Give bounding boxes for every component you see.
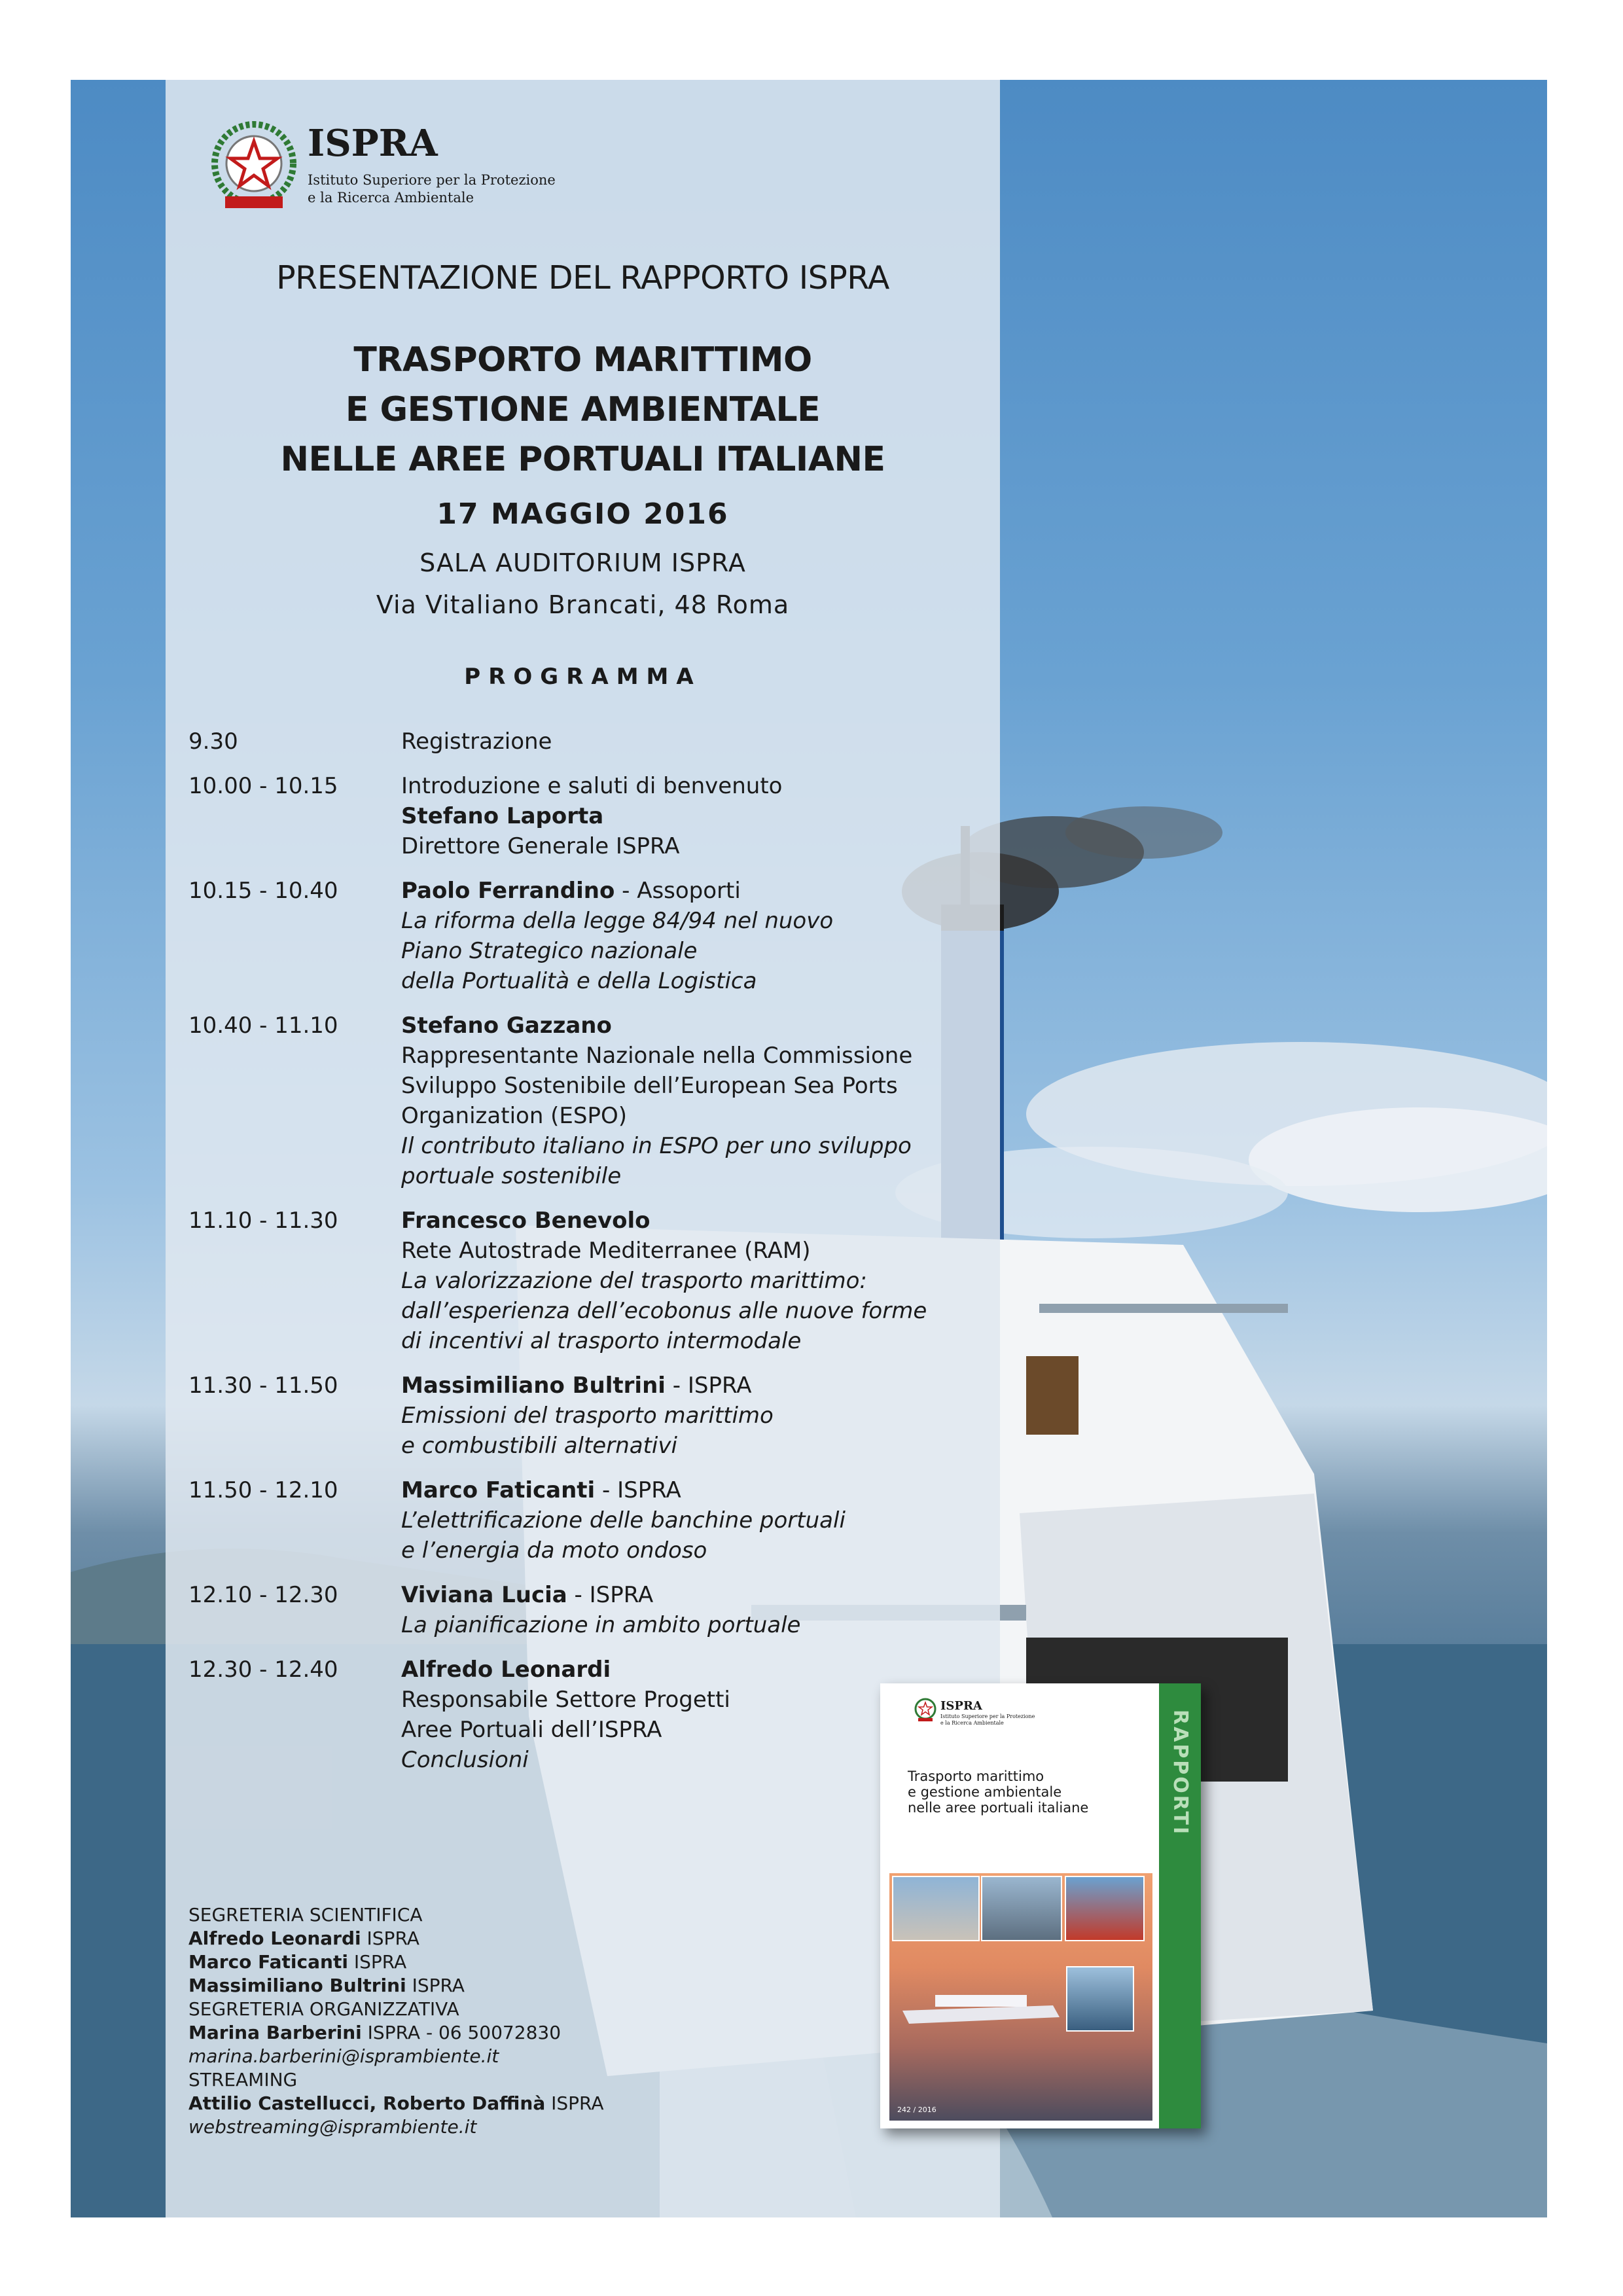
talk-title: dall’esperienza dell’ecobonus alle nuove forme [401,1298,927,1324]
cover-ferry-silhouette-icon [896,1971,1066,2030]
logo-subtitle [308,171,582,207]
speaker-name: Massimiliano Bultrini [401,1372,666,1399]
schedule-details [401,771,1026,861]
segreteria-heading [188,2068,604,2092]
schedule-line [401,1326,1026,1356]
schedule-text: Introduzione e saluti di benvenuto [401,773,783,799]
cover-photo-tile [981,1876,1062,1941]
schedule-line [401,1610,1026,1640]
cover-title [908,1768,1130,1816]
schedule-text: Registrazione [401,728,552,755]
segreteria-heading [188,1998,604,2021]
speaker-name: Stefano Laporta [401,803,604,829]
schedule [188,726,1026,1789]
schedule-line [401,936,1026,966]
talk-title: Emissioni del trasporto marittimo [401,1403,774,1429]
main-title [166,335,1000,484]
speaker-name: Viviana Lucia [401,1582,567,1608]
schedule-line [401,771,1026,801]
speaker-name: Francesco Benevolo [401,1208,651,1234]
schedule-row [188,1475,1026,1566]
cover-report-number: 242 / 2016 [897,2106,936,2114]
schedule-time: 10.15 - 10.40 [188,878,338,904]
segreteria-contact [188,2021,604,2045]
schedule-line [401,1131,1026,1161]
talk-title: L’elettrificazione delle banchine portuali [401,1507,846,1534]
report-cover [880,1683,1201,2128]
cover-emblem-icon [914,1698,936,1723]
talk-title: della Portualità e della Logistica [401,968,757,994]
cover-title-line: e gestione ambientale [908,1784,1062,1800]
event-location [166,542,1000,626]
segreteria-contact [188,1974,604,1998]
schedule-time: 12.30 - 12.40 [188,1657,338,1683]
contact-name: Marina Barberini [188,2022,362,2043]
schedule-line [401,1655,1026,1685]
schedule-text: Sviluppo Sostenibile dell’European Sea Ports [401,1073,898,1099]
cover-title-line: Trasporto marittimo [908,1768,1044,1784]
segreteria-block [188,1903,604,2139]
schedule-time: 10.00 - 10.15 [188,773,338,799]
talk-title: La valorizzazione del trasporto marittimo: [401,1268,867,1294]
talk-title: La pianificazione in ambito portuale [401,1612,801,1638]
speaker-affiliation: - Assoporti [615,878,741,904]
talk-title: portuale sostenibile [401,1163,622,1189]
contact-name: Attilio Castellucci, Roberto Daffinà [188,2092,546,2114]
schedule-line [401,1161,1026,1191]
schedule-line [401,966,1026,996]
speaker-affiliation: - ISPRA [665,1372,752,1399]
speaker-name: Marco Faticanti [401,1477,596,1503]
schedule-details [401,1475,1026,1566]
schedule-line [401,1371,1026,1401]
talk-title: Piano Strategico nazionale [401,938,698,964]
schedule-line [401,1011,1026,1041]
cover-title-line: nelle aree portuali italiane [908,1800,1089,1816]
cover-photo-tile [892,1876,980,1941]
schedule-line [401,1071,1026,1101]
schedule-row [188,771,1026,861]
schedule-line [401,1580,1026,1610]
contact-affiliation: ISPRA [406,1975,465,1996]
schedule-line [401,1266,1026,1296]
schedule-text: Organization (ESPO) [401,1103,628,1129]
schedule-line [401,1206,1026,1236]
schedule-details [401,1580,1026,1640]
talk-title: e l’energia da moto ondoso [401,1537,707,1564]
schedule-line [401,1401,1026,1431]
programma-heading: PROGRAMMA [464,664,702,690]
address: Via Vitaliano Brancati, 48 Roma [376,590,790,619]
schedule-line [401,906,1026,936]
schedule-line [401,1475,1026,1505]
speaker-affiliation: - ISPRA [567,1582,654,1608]
schedule-line [401,1041,1026,1071]
segreteria-contact [188,1927,604,1950]
schedule-line [401,1101,1026,1131]
section-label: STREAMING [188,2069,298,2090]
talk-title: Il contributo italiano in ESPO per uno sviluppo [401,1133,912,1159]
repubblica-italiana-emblem-icon [209,119,298,217]
schedule-row [188,1580,1026,1640]
schedule-details [401,726,1026,757]
segreteria-contact [188,2092,604,2115]
schedule-line [401,831,1026,861]
contact-name: Alfredo Leonardi [188,1928,361,1949]
main-title-line: NELLE AREE PORTUALI ITALIANE [280,440,885,479]
talk-title: e combustibili alternativi [401,1433,677,1459]
contact-affiliation: ISPRA - 06 50072830 [361,2022,562,2043]
schedule-time: 12.10 - 12.30 [188,1582,338,1608]
speaker-name: Alfredo Leonardi [401,1657,611,1683]
talk-title: di incentivi al trasporto intermodale [401,1328,802,1354]
cover-photo-tile [1066,1966,1134,2032]
speaker-name: Stefano Gazzano [401,1013,612,1039]
logo-subtitle-line: Istituto Superiore per la Protezione [308,172,556,188]
logo-subtitle-line: e la Ricerca Ambientale [308,190,474,206]
schedule-details [401,876,1026,996]
schedule-line [401,1535,1026,1566]
contact-affiliation: ISPRA [545,2092,604,2114]
schedule-row [188,1371,1026,1461]
schedule-details [401,1011,1026,1191]
talk-title: La riforma della legge 84/94 nel nuovo [401,908,834,934]
contact-name: Massimiliano Bultrini [188,1975,406,1996]
schedule-time: 11.30 - 11.50 [188,1372,338,1399]
section-label: SEGRETERIA SCIENTIFICA [188,1904,423,1926]
logo-name: ISPRA [308,122,438,165]
schedule-time: 11.10 - 11.30 [188,1208,338,1234]
cover-logo-name: ISPRA [940,1699,982,1713]
schedule-text: Aree Portuali dell’ISPRA [401,1717,662,1743]
segreteria-contact [188,1950,604,1974]
venue: SALA AUDITORIUM ISPRA [419,548,746,577]
schedule-row [188,876,1026,996]
talk-title: Conclusioni [401,1747,529,1773]
main-title-line: E GESTIONE AMBIENTALE [345,390,821,429]
cover-photo-tile [1065,1876,1145,1941]
schedule-details [401,1371,1026,1461]
schedule-line [401,726,1026,757]
schedule-time: 9.30 [188,728,238,755]
main-title-line: TRASPORTO MARITTIMO [353,340,812,380]
segreteria-contact [188,2115,604,2139]
event-date: 17 MAGGIO 2016 [437,497,729,531]
schedule-details [401,1206,1026,1356]
schedule-line [401,801,1026,831]
schedule-line [401,1431,1026,1461]
schedule-row [188,1011,1026,1191]
schedule-line [401,1505,1026,1535]
section-label: SEGRETERIA ORGANIZZATIVA [188,1998,459,2020]
schedule-row [188,726,1026,757]
segreteria-contact [188,2045,604,2068]
schedule-text: Rete Autostrade Mediterranee (RAM) [401,1238,811,1264]
speaker-affiliation: - ISPRA [595,1477,681,1503]
contact-name: Marco Faticanti [188,1951,348,1973]
schedule-line [401,876,1026,906]
schedule-line [401,1236,1026,1266]
contact-affiliation: ISPRA [348,1951,407,1973]
contact-email[interactable]: marina.barberini@isprambiente.it [188,2045,499,2067]
cover-photo-collage [889,1873,1152,2121]
speaker-name: Paolo Ferrandino [401,878,615,904]
pre-title: PRESENTAZIONE DEL RAPPORTO ISPRA [276,259,889,296]
schedule-line [401,1296,1026,1326]
schedule-time: 11.50 - 12.10 [188,1477,338,1503]
contact-email[interactable]: webstreaming@isprambiente.it [188,2116,477,2138]
schedule-row [188,1206,1026,1356]
schedule-text: Rappresentante Nazionale nella Commissione [401,1043,913,1069]
cover-logo-subtitle: Istituto Superiore per la Protezione e la Ricerca Ambientale [940,1713,1035,1726]
contact-affiliation: ISPRA [361,1928,419,1949]
schedule-text: Responsabile Settore Progetti [401,1687,730,1713]
segreteria-heading [188,1903,604,1927]
schedule-text: Direttore Generale ISPRA [401,833,680,859]
cover-series-label: RAPPORTI [1169,1710,1192,1837]
schedule-time: 10.40 - 11.10 [188,1013,338,1039]
